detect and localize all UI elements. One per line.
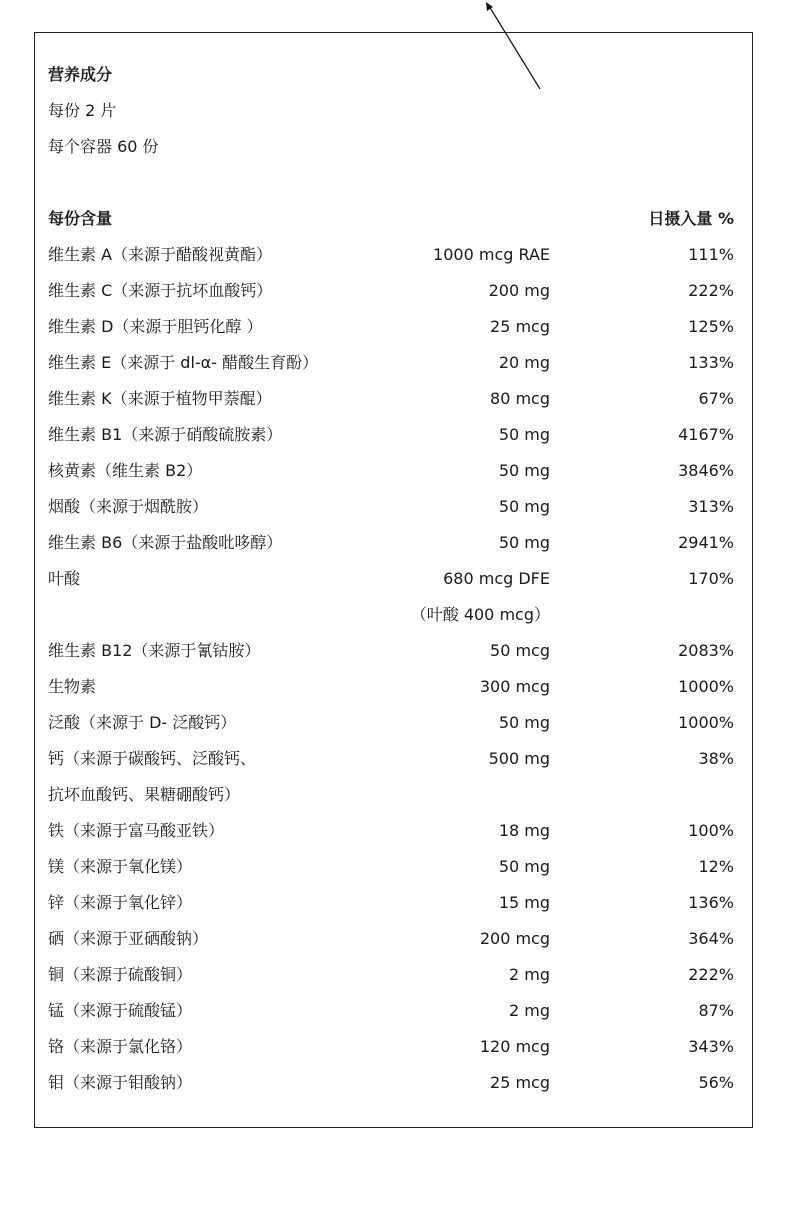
daily-value-header: 日摄入量 % <box>648 209 734 228</box>
daily-value-percent: 1000% <box>678 713 734 732</box>
nutrient-amount: 200 mg <box>488 281 550 300</box>
serving-size: 每份 2 片 <box>48 101 117 120</box>
nutrient-name: 烟酸（来源于烟酰胺） <box>48 497 209 516</box>
table-row <box>48 965 734 985</box>
daily-value-percent: 2083% <box>678 641 734 660</box>
nutrient-amount: 1000 mcg RAE <box>433 245 550 264</box>
daily-value-percent: 133% <box>688 353 734 372</box>
daily-value-percent: 1000% <box>678 677 734 696</box>
nutrient-name: 锰（来源于硫酸锰） <box>48 1001 193 1020</box>
nutrient-amount: 20 mg <box>498 353 550 372</box>
daily-value-percent: 136% <box>688 893 734 912</box>
daily-value-percent: 364% <box>688 929 734 948</box>
nutrient-amount: 2 mg <box>508 965 550 984</box>
nutrient-amount: 25 mcg <box>490 1073 550 1092</box>
table-row <box>48 857 734 877</box>
nutrient-name: 维生素 D（来源于胆钙化醇 ） <box>48 317 263 336</box>
nutrient-name: 钼（来源于钼酸钠） <box>48 1073 193 1092</box>
nutrient-amount: 50 mg <box>498 857 550 876</box>
table-row <box>48 317 734 337</box>
nutrient-name: 镁（来源于氧化镁） <box>48 857 193 876</box>
daily-value-percent: 343% <box>688 1037 734 1056</box>
nutrient-name: 泛酸（来源于 D- 泛酸钙） <box>48 713 237 732</box>
table-row <box>48 605 734 625</box>
table-row <box>48 1001 734 1021</box>
nutrient-amount: 50 mg <box>498 713 550 732</box>
daily-value-percent: 4167% <box>678 425 734 444</box>
table-row <box>48 821 734 841</box>
table-row <box>48 353 734 373</box>
table-row <box>48 533 734 553</box>
table-row <box>48 677 734 697</box>
table-row <box>48 641 734 661</box>
daily-value-percent: 67% <box>698 389 734 408</box>
daily-value-percent: 111% <box>688 245 734 264</box>
nutrient-name: 生物素 <box>48 677 97 696</box>
nutrition-facts-panel <box>34 32 753 1128</box>
table-row <box>48 1037 734 1057</box>
nutrient-amount: 25 mcg <box>490 317 550 336</box>
daily-value-percent: 87% <box>698 1001 734 1020</box>
nutrient-name: 核黄素（维生素 B2） <box>48 461 203 480</box>
daily-value-percent: 12% <box>698 857 734 876</box>
table-row <box>48 569 734 589</box>
table-row <box>48 893 734 913</box>
nutrient-name: 铁（来源于富马酸亚铁） <box>48 821 225 840</box>
nutrient-amount: 680 mcg DFE <box>443 569 550 588</box>
nutrient-amount: 15 mg <box>498 893 550 912</box>
nutrient-name: 锌（来源于氧化锌） <box>48 893 193 912</box>
nutrient-name: 铬（来源于氯化铬） <box>48 1037 193 1056</box>
daily-value-percent: 313% <box>688 497 734 516</box>
table-row <box>48 1073 734 1093</box>
nutrient-amount: 50 mg <box>498 461 550 480</box>
nutrient-amount: 50 mg <box>498 425 550 444</box>
table-row <box>48 497 734 517</box>
table-row <box>48 389 734 409</box>
daily-value-percent: 56% <box>698 1073 734 1092</box>
daily-value-percent: 100% <box>688 821 734 840</box>
table-row <box>48 785 734 805</box>
daily-value-percent: 3846% <box>678 461 734 480</box>
nutrient-name: 维生素 B12（来源于氰钴胺） <box>48 641 261 660</box>
amount-per-serving-header: 每份含量 <box>48 209 113 228</box>
table-row <box>48 713 734 733</box>
nutrient-name: 叶酸 <box>48 569 81 588</box>
table-row <box>48 245 734 265</box>
nutrient-name: 维生素 B1（来源于硝酸硫胺素） <box>48 425 283 444</box>
nutrient-name: 维生素 E（来源于 dl-α- 醋酸生育酚） <box>48 353 319 372</box>
nutrient-amount: 50 mcg <box>490 641 550 660</box>
nutrient-amount: 80 mcg <box>490 389 550 408</box>
nutrient-amount: 500 mg <box>488 749 550 768</box>
nutrient-amount: （叶酸 400 mcg） <box>410 605 550 624</box>
nutrient-name: 硒（来源于亚硒酸钠） <box>48 929 209 948</box>
nutrient-name: 维生素 A（来源于醋酸视黄酯） <box>48 245 273 264</box>
table-row <box>48 461 734 481</box>
daily-value-percent: 222% <box>688 281 734 300</box>
nutrient-name: 抗坏血酸钙、果糖硼酸钙） <box>48 785 241 804</box>
daily-value-percent: 38% <box>698 749 734 768</box>
servings-per-container: 每个容器 60 份 <box>48 137 159 156</box>
nutrient-amount: 2 mg <box>508 1001 550 1020</box>
nutrient-amount: 50 mg <box>498 497 550 516</box>
nutrient-amount: 120 mcg <box>479 1037 550 1056</box>
daily-value-percent: 170% <box>688 569 734 588</box>
nutrient-amount: 18 mg <box>498 821 550 840</box>
table-header-row <box>48 209 734 229</box>
daily-value-percent: 222% <box>688 965 734 984</box>
table-row <box>48 425 734 445</box>
table-row <box>48 929 734 949</box>
nutrient-name: 钙（来源于碳酸钙、泛酸钙、 <box>48 749 257 768</box>
nutrient-name: 维生素 C（来源于抗坏血酸钙） <box>48 281 273 300</box>
table-row <box>48 749 734 769</box>
table-row <box>48 281 734 301</box>
nutrient-amount: 300 mcg <box>479 677 550 696</box>
nutrient-amount: 200 mcg <box>479 929 550 948</box>
facts-title: 营养成分 <box>48 65 113 84</box>
daily-value-percent: 2941% <box>678 533 734 552</box>
daily-value-percent: 125% <box>688 317 734 336</box>
nutrient-name: 维生素 B6（来源于盐酸吡哆醇） <box>48 533 283 552</box>
nutrient-amount: 50 mg <box>498 533 550 552</box>
nutrient-name: 铜（来源于硫酸铜） <box>48 965 193 984</box>
nutrient-name: 维生素 K（来源于植物甲萘醌） <box>48 389 272 408</box>
